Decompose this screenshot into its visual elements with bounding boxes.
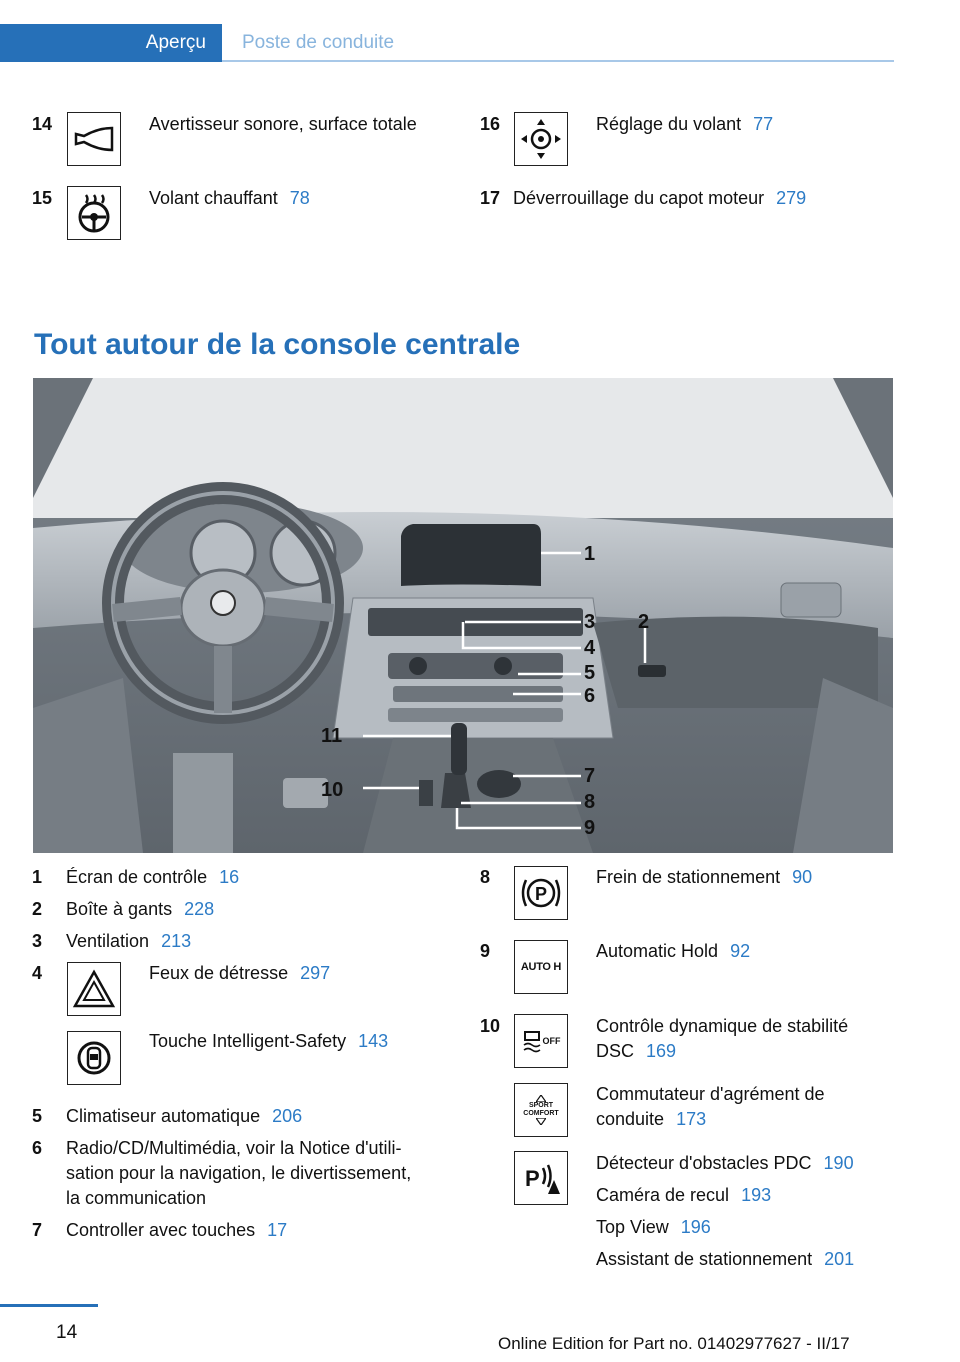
item-text: Déverrouillage du capot moteur 279 bbox=[513, 188, 807, 208]
page-reference-link[interactable]: 279 bbox=[776, 188, 807, 208]
item-number: 15 bbox=[32, 188, 53, 208]
item-text: Radio/CD/Multimédia, voir la Notice d'utili- sation pour la navigation, le divertissement, la communication bbox=[66, 1138, 412, 1208]
callout-label: 10 bbox=[321, 779, 344, 801]
page-reference-link[interactable]: 190 bbox=[823, 1153, 854, 1173]
page-reference-link[interactable]: 92 bbox=[730, 941, 751, 961]
item-text: Feux de détresse 297 bbox=[149, 963, 331, 983]
item-number: 4 bbox=[32, 963, 43, 983]
callout-label: 3 bbox=[584, 611, 596, 633]
page-reference-link[interactable]: 193 bbox=[741, 1185, 772, 1205]
page-reference-link[interactable]: 169 bbox=[646, 1041, 677, 1061]
page-reference-link[interactable]: 213 bbox=[161, 931, 192, 951]
item-text: Controller avec touches 17 bbox=[66, 1220, 288, 1240]
page-reference-link[interactable]: 297 bbox=[300, 963, 331, 983]
page-reference-link[interactable]: 17 bbox=[267, 1220, 288, 1240]
item-number: 10 bbox=[480, 1016, 501, 1036]
callout-label: 1 bbox=[584, 543, 596, 565]
item-number: 1 bbox=[32, 867, 43, 887]
section-title: Tout autour de la console centrale bbox=[34, 328, 521, 361]
dsc-off-icon: OFF bbox=[514, 1014, 568, 1068]
svg-text:P: P bbox=[525, 1166, 540, 1191]
item-text: Boîte à gants 228 bbox=[66, 899, 215, 919]
item-text: Avertisseur sonore, surface totale bbox=[149, 114, 417, 134]
item-number: 16 bbox=[480, 114, 501, 134]
callout-label: 5 bbox=[584, 662, 596, 684]
pdc-icon bbox=[514, 1151, 568, 1205]
item-text: Ventilation 213 bbox=[66, 931, 192, 951]
callout-label: 6 bbox=[584, 685, 596, 707]
footer-divider bbox=[0, 1304, 98, 1307]
page-number: 14 bbox=[56, 1322, 78, 1343]
item-text: Automatic Hold 92 bbox=[596, 941, 751, 961]
driving-experience-icon: SPORT COMFORT bbox=[514, 1083, 568, 1137]
callout-label: 2 bbox=[638, 611, 650, 633]
page-reference-link[interactable]: 143 bbox=[358, 1031, 389, 1051]
item-text: Volant chauffant 78 bbox=[149, 188, 310, 208]
item-number: 17 bbox=[480, 188, 501, 208]
callout-label: 4 bbox=[584, 637, 596, 659]
item-text: Contrôle dynamique de stabilité DSC 169 bbox=[596, 1016, 849, 1061]
item-text: Réglage du volant 77 bbox=[596, 114, 774, 134]
page-reference-link[interactable]: 206 bbox=[272, 1106, 303, 1126]
dashboard-illustration bbox=[33, 378, 893, 853]
parking-brake-icon bbox=[514, 866, 568, 920]
item-text: Détecteur d'obstacles PDC 190 Caméra de recul 193 Top View 196 Assistant de stationnement 201 bbox=[596, 1153, 855, 1269]
item-number: 9 bbox=[480, 941, 491, 961]
callout-label: 9 bbox=[584, 817, 596, 839]
item-text: Commutateur d'agrément de conduite 173 bbox=[596, 1084, 825, 1129]
page-reference-link[interactable]: 228 bbox=[184, 899, 215, 919]
page-reference-link[interactable]: 201 bbox=[824, 1249, 855, 1269]
item-number: 6 bbox=[32, 1138, 43, 1158]
svg-text:P: P bbox=[534, 884, 548, 904]
page-reference-link[interactable]: 196 bbox=[680, 1217, 711, 1237]
item-number: 2 bbox=[32, 899, 43, 919]
page-reference-link[interactable]: 78 bbox=[289, 188, 310, 208]
heated-steering-wheel-icon bbox=[67, 186, 121, 240]
tab-apercu[interactable]: Aperçu bbox=[0, 24, 222, 62]
item-text: Écran de contrôle 16 bbox=[66, 867, 240, 887]
item-number: 3 bbox=[32, 931, 43, 951]
hazard-warning-icon bbox=[67, 962, 121, 1016]
page-reference-link[interactable]: 90 bbox=[792, 867, 813, 887]
item-number: 8 bbox=[480, 867, 491, 887]
item-text: Climatiseur automatique 206 bbox=[66, 1106, 303, 1126]
item-text: Frein de stationnement 90 bbox=[596, 867, 813, 887]
item-number: 7 bbox=[32, 1220, 43, 1240]
tab-poste-de-conduite[interactable]: Poste de conduite bbox=[242, 32, 395, 53]
intelligent-safety-icon bbox=[67, 1031, 121, 1085]
item-number: 14 bbox=[32, 114, 53, 134]
page-reference-link[interactable]: 16 bbox=[219, 867, 240, 887]
steering-adjust-icon bbox=[514, 112, 568, 166]
page-reference-link[interactable]: 77 bbox=[753, 114, 774, 134]
callout-label: 8 bbox=[584, 791, 596, 813]
item-number: 5 bbox=[32, 1106, 43, 1126]
auto-hold-icon: AUTO H bbox=[514, 940, 568, 994]
edition-footer: Online Edition for Part no. 01402977627 - II/17 bbox=[498, 1334, 850, 1353]
horn-icon bbox=[67, 112, 121, 166]
callout-label: 11 bbox=[321, 725, 343, 747]
header-divider bbox=[222, 60, 894, 62]
item-text: Touche Intelligent-Safety 143 bbox=[149, 1031, 389, 1051]
page-reference-link[interactable]: 173 bbox=[676, 1109, 707, 1129]
callout-label: 7 bbox=[584, 765, 596, 787]
